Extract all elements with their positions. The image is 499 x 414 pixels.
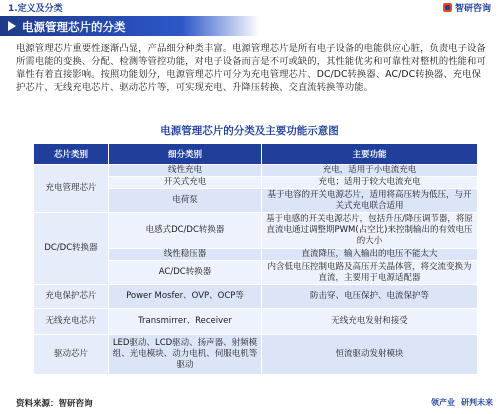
subcategory-cell: Transmirrer、Receiver bbox=[109, 309, 262, 335]
intro-paragraph: 电源管理芯片重要性逐渐凸显，产品细分种类丰富。电源管理芯片是所有电子设备的电能供应心脏，负责电子设备所需电能的变换、分配、检测等管控功能，对电子设备而言是不可或缺的，其性能优劣和可靠性对整机的性能和可靠性有着直接影响。按照功能划分，电源管理芯片可分为充电管理芯片、DC/DC转换器、AC/DC转换器、充电保护芯片、无线充电芯片、驱动芯片等，可实现充电、升降压转换、交直流转换等功能。 bbox=[16, 43, 486, 93]
title-banner bbox=[0, 16, 260, 36]
brand-logo bbox=[443, 1, 491, 14]
table-row bbox=[34, 285, 478, 309]
brand-logo-icon bbox=[443, 3, 452, 12]
page-title: 电源管理芯片的分类 bbox=[22, 20, 126, 34]
category-cell: 驱动芯片 bbox=[34, 335, 109, 375]
source-note: 资料来源：智研咨询 bbox=[16, 399, 93, 409]
subcategory-cell: Power Mosfer、OVP、OCP等 bbox=[109, 285, 262, 309]
function-cell: 直流降压，输入输出的电压不能太大 bbox=[262, 249, 478, 261]
subcategory-cell: LED驱动、LCD驱动、扬声器、射频模组、光电模块、动力电机、伺服电机等驱动 bbox=[109, 335, 262, 375]
category-cell: 充电保护芯片 bbox=[34, 285, 109, 309]
function-cell: 基于电感的开关电源芯片，包括升压/降压调节器，将原直流电通过调整期PWM(占空比)来控制输出的有效电压的大小 bbox=[262, 213, 478, 249]
category-cell: DC/DC转换器 bbox=[34, 213, 109, 285]
footer-logo-a: 领产业 bbox=[431, 398, 455, 407]
col-header-subcategory: 细分类别 bbox=[109, 144, 262, 165]
subcategory-cell: 电荷泵 bbox=[109, 189, 262, 213]
subcategory-cell: 线性稳压器 bbox=[109, 249, 262, 261]
footer-logos bbox=[431, 397, 493, 408]
function-cell: 充电，适用于小电流充电 bbox=[262, 165, 478, 177]
subcategory-cell: 电感式DC/DC转换器 bbox=[109, 213, 262, 249]
function-cell: 基于电容的开关电源芯片，适用将高压转为低压，与开关式充电联合适用 bbox=[262, 189, 478, 213]
function-cell: 无线充电发射和接受 bbox=[262, 309, 478, 335]
function-cell: 恒流驱动发射模块 bbox=[262, 335, 478, 375]
subcategory-cell: 开关式充电 bbox=[109, 177, 262, 189]
subcategory-cell: AC/DC转换器 bbox=[109, 261, 262, 285]
col-header-function: 主要功能 bbox=[262, 144, 478, 165]
table-row bbox=[34, 309, 478, 335]
col-header-category: 芯片类别 bbox=[34, 144, 109, 165]
footer-logo-b: 研判未来 bbox=[461, 398, 493, 407]
function-cell: 防击穿、电压保护、电流保护等 bbox=[262, 285, 478, 309]
function-cell: 充电；适用于较大电流充电 bbox=[262, 177, 478, 189]
table-row bbox=[34, 335, 478, 375]
subcategory-cell: 线性充电 bbox=[109, 165, 262, 177]
table-row bbox=[34, 213, 478, 249]
top-bar bbox=[0, 0, 499, 14]
table-row bbox=[34, 165, 478, 177]
category-cell: 无线充电芯片 bbox=[34, 309, 109, 335]
arrow-icon bbox=[8, 21, 16, 31]
table-header-row bbox=[34, 144, 478, 165]
table-title: 电源管理芯片的分类及主要功能示意图 bbox=[160, 125, 339, 137]
classification-table bbox=[33, 143, 478, 375]
function-cell: 内含低电压控制电路及高压开关晶体管，将交流变换为直流，主要用于电源适配器 bbox=[262, 261, 478, 285]
category-cell: 充电管理芯片 bbox=[34, 165, 109, 213]
section-label: 1.定义及分类 bbox=[8, 4, 63, 14]
brand-name: 智研咨询 bbox=[454, 4, 491, 14]
